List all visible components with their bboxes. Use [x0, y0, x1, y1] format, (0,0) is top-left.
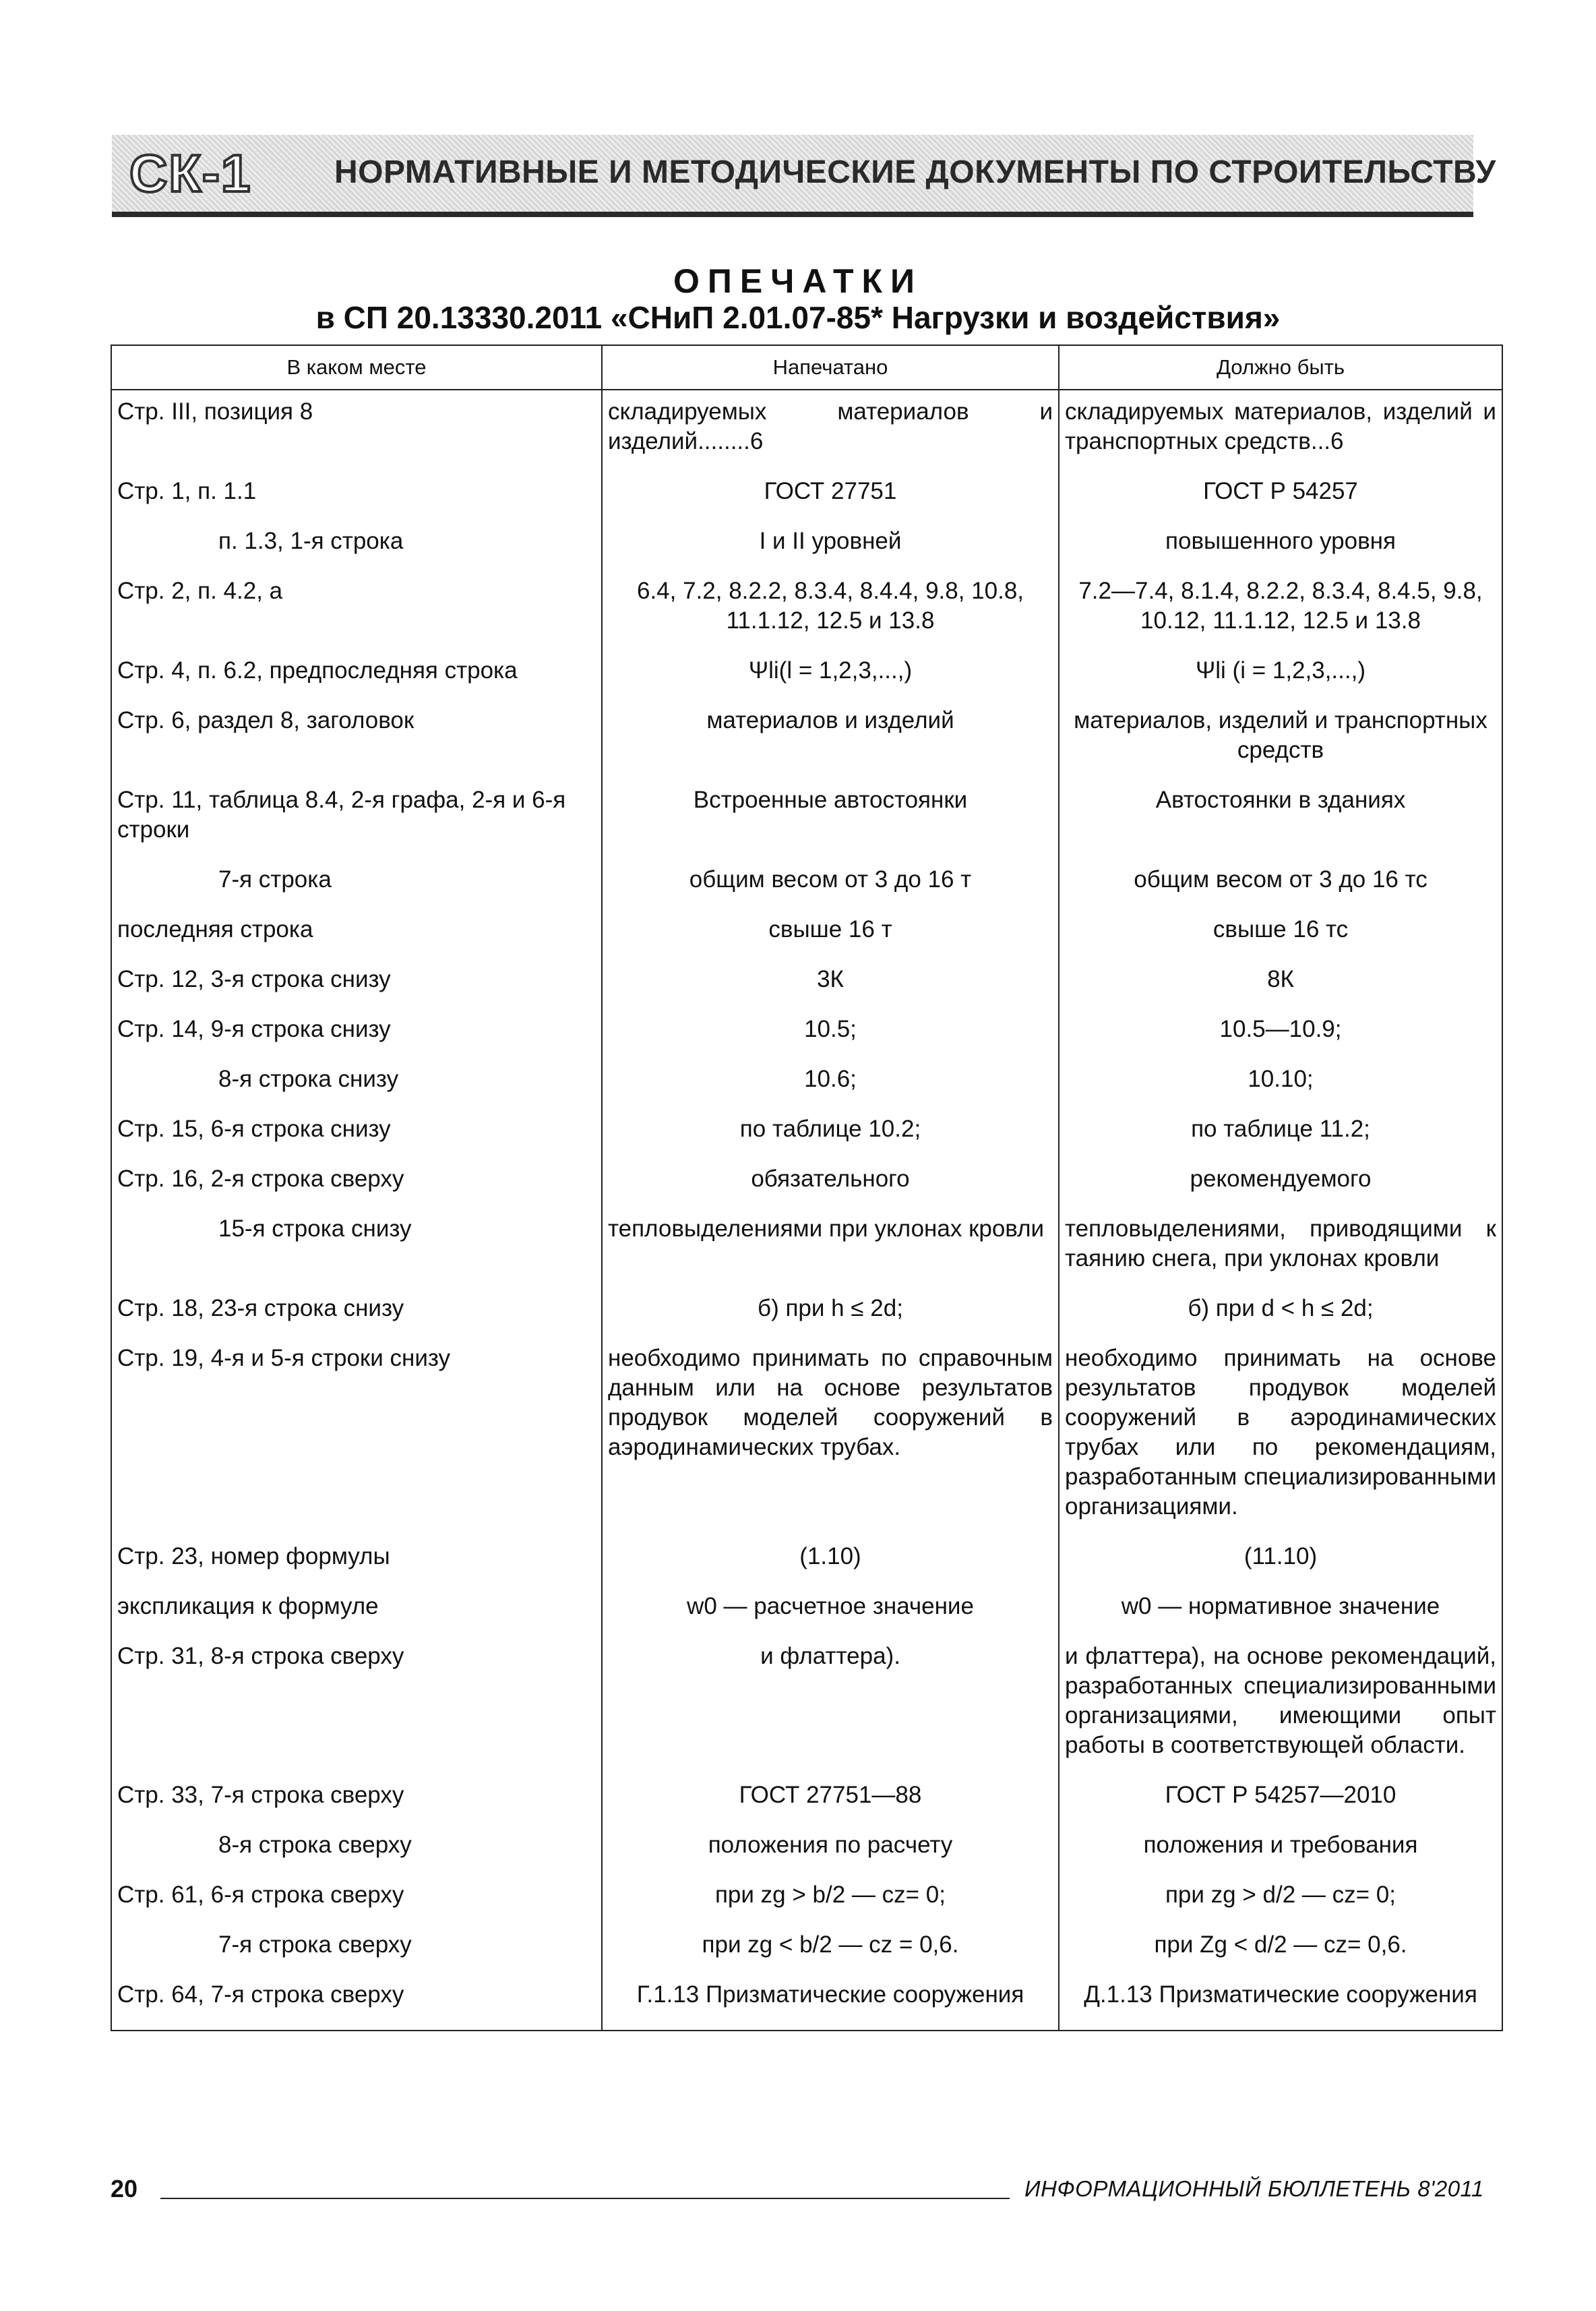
cell-printed: I и II уровней — [602, 520, 1059, 570]
cell-printed: ГОСТ 27751 — [602, 470, 1059, 520]
cell-place: Стр. 14, 9-я строка снизу — [111, 1008, 602, 1058]
cell-place: Стр. 1, п. 1.1 — [111, 470, 602, 520]
errata-table — [111, 344, 1503, 2031]
column-header-printed: Напечатано — [602, 345, 1059, 390]
table-row — [111, 1973, 1502, 2031]
table-row — [111, 858, 1502, 908]
cell-printed: положения по расчету — [602, 1824, 1059, 1873]
cell-correct: необходимо принимать на основе результатов продувок моделей сооружений в аэродинамических трубах или по рекомендациям, разработанным специализированными организациями. — [1059, 1337, 1502, 1535]
cell-place: последняя строка — [111, 908, 602, 958]
cell-printed: и флаттера). — [602, 1635, 1059, 1774]
table-row — [111, 649, 1502, 699]
cell-correct: общим весом от 3 до 16 тс — [1059, 858, 1502, 908]
cell-printed: б) при h ≤ 2d; — [602, 1287, 1059, 1337]
cell-printed: при zg > b/2 — cz= 0; — [602, 1873, 1059, 1923]
cell-correct: свыше 16 тс — [1059, 908, 1502, 958]
logo: СК-1 — [129, 144, 252, 203]
cell-place: Стр. 23, номер формулы — [111, 1535, 602, 1585]
cell-place: Стр. 31, 8-я строка сверху — [111, 1635, 602, 1774]
cell-correct: б) при d < h ≤ 2d; — [1059, 1287, 1502, 1337]
table-row — [111, 1585, 1502, 1635]
table-row — [111, 779, 1502, 858]
table-row — [111, 1774, 1502, 1824]
cell-place: Стр. 11, таблица 8.4, 2-я графа, 2-я и 6-я строки — [111, 779, 602, 858]
table-row — [111, 1158, 1502, 1207]
table-row — [111, 390, 1502, 470]
cell-correct: 7.2—7.4, 8.1.4, 8.2.2, 8.3.4, 8.4.5, 9.8, 10.12, 11.1.12, 12.5 и 13.8 — [1059, 570, 1502, 649]
table-row — [111, 1058, 1502, 1108]
table-row — [111, 1873, 1502, 1923]
table-row — [111, 699, 1502, 779]
cell-correct: ГОСТ Р 54257 — [1059, 470, 1502, 520]
cell-printed: 3К — [602, 958, 1059, 1008]
table-row — [111, 1008, 1502, 1058]
cell-printed: w0 — расчетное значение — [602, 1585, 1059, 1635]
table-row — [111, 1535, 1502, 1585]
table-row — [111, 1923, 1502, 1973]
cell-place: Стр. 4, п. 6.2, предпоследняя строка — [111, 649, 602, 699]
cell-printed: по таблице 10.2; — [602, 1108, 1059, 1158]
cell-place: Стр. 61, 6-я строка сверху — [111, 1873, 602, 1923]
cell-printed: Г.1.13 Призматические сооружения — [602, 1973, 1059, 2031]
cell-correct: при Zg < d/2 — cz= 0,6. — [1059, 1923, 1502, 1973]
cell-correct: материалов, изделий и транспортных средств — [1059, 699, 1502, 779]
cell-place: Стр. 16, 2-я строка сверху — [111, 1158, 602, 1207]
table-row — [111, 520, 1502, 570]
cell-correct: (11.10) — [1059, 1535, 1502, 1585]
cell-place: 8-я строка снизу — [111, 1058, 602, 1108]
publication-name: ИНФОРМАЦИОННЫЙ БЮЛЛЕТЕНЬ 8'2011 — [1024, 2176, 1484, 2201]
cell-correct: Ψli (i = 1,2,3,...,) — [1059, 649, 1502, 699]
footer-divider — [160, 2198, 1010, 2199]
cell-place: Стр. 18, 23-я строка снизу — [111, 1287, 602, 1337]
cell-place: Стр. 64, 7-я строка сверху — [111, 1973, 602, 2031]
cell-place: 7-я строка — [111, 858, 602, 908]
cell-place: экспликация к формуле — [111, 1585, 602, 1635]
doc-subtitle: в СП 20.13330.2011 «СНиП 2.01.07-85* Нагрузки и воздействия» — [315, 300, 1281, 335]
cell-printed: свыше 16 т — [602, 908, 1059, 958]
cell-correct: по таблице 11.2; — [1059, 1108, 1502, 1158]
table-row — [111, 1207, 1502, 1287]
table-row — [111, 1287, 1502, 1337]
cell-printed: складируемых материалов и изделий........6 — [602, 390, 1059, 470]
cell-printed: Ψli(l = 1,2,3,...,) — [602, 649, 1059, 699]
cell-printed: при zg < b/2 — cz = 0,6. — [602, 1923, 1059, 1973]
cell-printed: 10.6; — [602, 1058, 1059, 1108]
header-banner — [112, 135, 1496, 217]
table-row — [111, 570, 1502, 649]
table-header-row — [111, 345, 1502, 390]
cell-printed: 10.5; — [602, 1008, 1059, 1058]
column-header-correct: Должно быть — [1059, 345, 1502, 390]
page-number: 20 — [111, 2175, 138, 2202]
table-row — [111, 1108, 1502, 1158]
cell-correct: 10.5—10.9; — [1059, 1008, 1502, 1058]
cell-correct: 8К — [1059, 958, 1502, 1008]
cell-place: Стр. 33, 7-я строка сверху — [111, 1774, 602, 1824]
cell-correct: w0 — нормативное значение — [1059, 1585, 1502, 1635]
cell-place: Стр. 2, п. 4.2, а — [111, 570, 602, 649]
cell-printed: тепловыделениями при уклонах кровли — [602, 1207, 1059, 1287]
cell-place: 15-я строка снизу — [111, 1207, 602, 1287]
cell-printed: общим весом от 3 до 16 т — [602, 858, 1059, 908]
cell-printed: 6.4, 7.2, 8.2.2, 8.3.4, 8.4.4, 9.8, 10.8, 11.1.12, 12.5 и 13.8 — [602, 570, 1059, 649]
cell-correct: повышенного уровня — [1059, 520, 1502, 570]
cell-correct: складируемых материалов, изделий и транспортных средств...6 — [1059, 390, 1502, 470]
cell-correct: положения и требования — [1059, 1824, 1502, 1873]
cell-correct: Д.1.13 Призматические сооружения — [1059, 1973, 1502, 2031]
cell-correct: Автостоянки в зданиях — [1059, 779, 1502, 858]
cell-place: Стр. 19, 4-я и 5-я строки снизу — [111, 1337, 602, 1535]
cell-place: 8-я строка сверху — [111, 1824, 602, 1873]
cell-printed: ГОСТ 27751—88 — [602, 1774, 1059, 1824]
cell-printed: обязательного — [602, 1158, 1059, 1207]
table-row — [111, 908, 1502, 958]
cell-correct: ГОСТ Р 54257—2010 — [1059, 1774, 1502, 1824]
cell-place: Стр. 15, 6-я строка снизу — [111, 1108, 602, 1158]
cell-place: п. 1.3, 1-я строка — [111, 520, 602, 570]
cell-place: Стр. 12, 3-я строка снизу — [111, 958, 602, 1008]
cell-printed: Встроенные автостоянки — [602, 779, 1059, 858]
table-row — [111, 1635, 1502, 1774]
section-title: НОРМАТИВНЫЕ И МЕТОДИЧЕСКИЕ ДОКУМЕНТЫ ПО СТРОИТЕЛЬСТВУ — [334, 154, 1496, 190]
cell-correct: и флаттера), на основе рекомендаций, разработанных специализированными организациями, имеющими опыт работы в соответствующей области. — [1059, 1635, 1502, 1774]
table-row — [111, 470, 1502, 520]
cell-place: 7-я строка сверху — [111, 1923, 602, 1973]
cell-printed: (1.10) — [602, 1535, 1059, 1585]
cell-correct: рекомендуемого — [1059, 1158, 1502, 1207]
column-header-place: В каком месте — [111, 345, 602, 390]
cell-printed: материалов и изделий — [602, 699, 1059, 779]
table-row — [111, 1337, 1502, 1535]
cell-correct: при zg > d/2 — cz= 0; — [1059, 1873, 1502, 1923]
table-row — [111, 958, 1502, 1008]
cell-correct: тепловыделениями, приводящими к таянию снега, при уклонах кровли — [1059, 1207, 1502, 1287]
table-row — [111, 1824, 1502, 1873]
cell-place: Стр. III, позиция 8 — [111, 390, 602, 470]
cell-printed: необходимо принимать по справочным данным или на основе результатов продувок моделей сооружений в аэродинамических трубах. — [602, 1337, 1059, 1535]
cell-place: Стр. 6, раздел 8, заголовок — [111, 699, 602, 779]
cell-correct: 10.10; — [1059, 1058, 1502, 1108]
doc-title: ОПЕЧАТКИ — [673, 262, 923, 300]
